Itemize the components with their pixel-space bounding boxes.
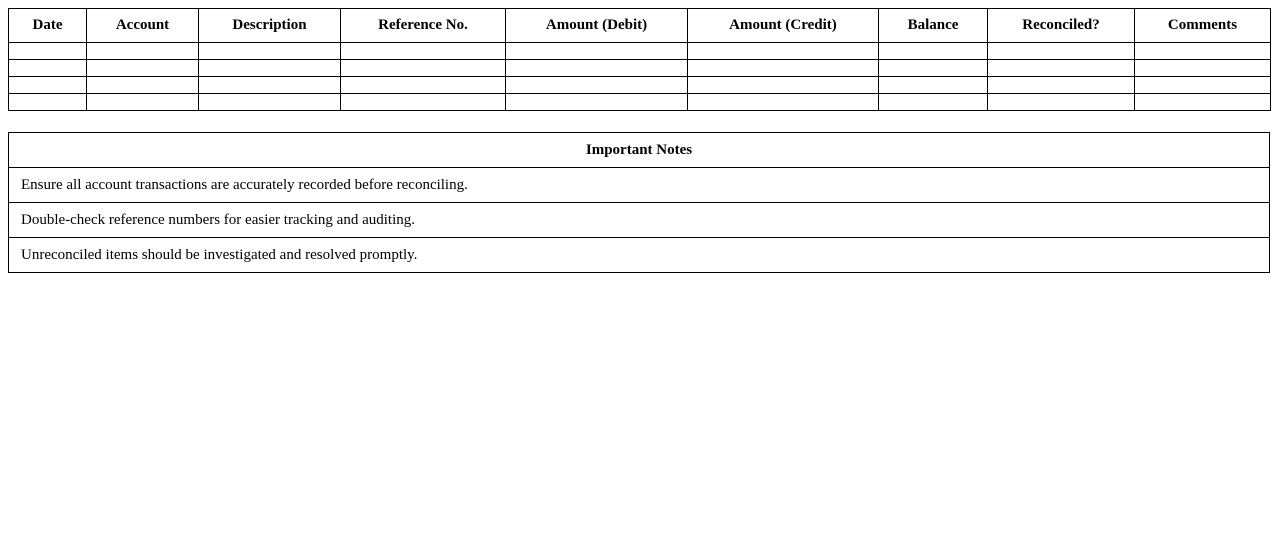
- table-cell: [1135, 43, 1271, 60]
- notes-header: [9, 133, 1270, 168]
- table-cell: [506, 94, 688, 111]
- table-cell: [988, 60, 1135, 77]
- table-cell: [988, 94, 1135, 111]
- important-notes-table: [8, 132, 1270, 273]
- table-cell: [988, 43, 1135, 60]
- note-row: [9, 203, 1270, 238]
- table-row: [9, 60, 1271, 77]
- table-body: [9, 43, 1271, 111]
- note-row: [9, 238, 1270, 273]
- table-cell: [879, 60, 988, 77]
- table-cell: [9, 94, 87, 111]
- table-cell: [688, 60, 879, 77]
- note-row: [9, 168, 1270, 203]
- table-header: [9, 9, 1271, 43]
- notes-title: Important Notes: [9, 133, 1270, 168]
- column-header-amount-credit: Amount (Credit): [688, 9, 879, 43]
- table-row: [9, 77, 1271, 94]
- table-cell: [1135, 60, 1271, 77]
- table-cell: [9, 77, 87, 94]
- column-header-account: Account: [87, 9, 199, 43]
- table-cell: [199, 43, 341, 60]
- table-cell: [879, 43, 988, 60]
- table-cell: [87, 77, 199, 94]
- table-cell: [199, 77, 341, 94]
- column-header-description: Description: [199, 9, 341, 43]
- column-header-date: Date: [9, 9, 87, 43]
- column-header-amount-debit: Amount (Debit): [506, 9, 688, 43]
- table-cell: [1135, 77, 1271, 94]
- table-cell: [9, 60, 87, 77]
- note-item: Ensure all account transactions are accurately recorded before reconciling.: [9, 168, 1270, 203]
- table-cell: [506, 60, 688, 77]
- table-cell: [341, 43, 506, 60]
- table-cell: [87, 94, 199, 111]
- column-header-balance: Balance: [879, 9, 988, 43]
- table-cell: [341, 77, 506, 94]
- table-cell: [199, 94, 341, 111]
- notes-header-row: [9, 133, 1270, 168]
- reconciliation-table: [8, 8, 1271, 111]
- table-cell: [688, 77, 879, 94]
- table-cell: [341, 60, 506, 77]
- table-cell: [1135, 94, 1271, 111]
- header-row: [9, 9, 1271, 43]
- table-cell: [688, 94, 879, 111]
- table-cell: [199, 60, 341, 77]
- table-cell: [9, 43, 87, 60]
- note-item: Unreconciled items should be investigated and resolved promptly.: [9, 238, 1270, 273]
- table-cell: [879, 77, 988, 94]
- table-row: [9, 94, 1271, 111]
- table-cell: [688, 43, 879, 60]
- table-cell: [87, 60, 199, 77]
- table-cell: [879, 94, 988, 111]
- column-header-comments: Comments: [1135, 9, 1271, 43]
- table-cell: [988, 77, 1135, 94]
- note-item: Double-check reference numbers for easier tracking and auditing.: [9, 203, 1270, 238]
- notes-body: [9, 168, 1270, 273]
- table-cell: [87, 43, 199, 60]
- column-header-reconciled: Reconciled?: [988, 9, 1135, 43]
- table-cell: [506, 43, 688, 60]
- table-row: [9, 43, 1271, 60]
- column-header-reference-no: Reference No.: [341, 9, 506, 43]
- table-cell: [506, 77, 688, 94]
- table-cell: [341, 94, 506, 111]
